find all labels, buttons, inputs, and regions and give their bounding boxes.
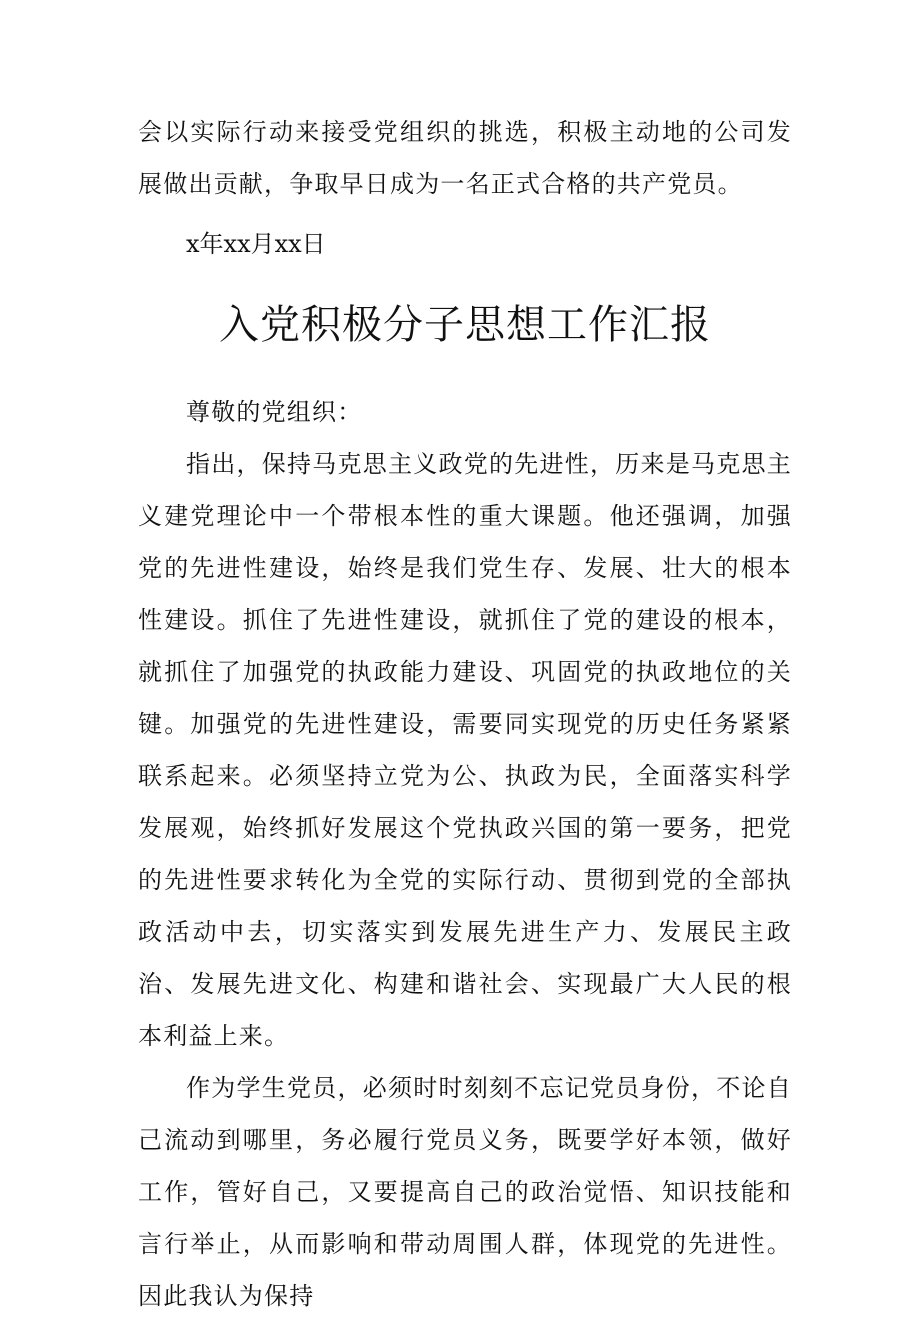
- salutation: 尊敬的党组织：: [186, 398, 363, 426]
- intro-paragraph: 会以实际行动来接受党组织的挑选，积极主动地的公司发展做出贡献，争取早日成为一名正式合格的共产党员。: [138, 118, 792, 198]
- document-body: [138, 106, 792, 1322]
- document-title: 入党积极分子思想工作汇报: [219, 302, 711, 348]
- body-paragraph-1: 指出，保持马克思主义政党的先进性，历来是马克思主义建党理论中一个带根本性的重大课题。他还强调，加强党的先进性建设，始终是我们党生存、发展、壮大的根本性建设。抓住了先进性建设，就抓住了党的建设的根本，就抓住了加强党的执政能力建设、巩固党的执政地位的关键。加强党的先进性建设，需要同实现党的历史任务紧紧联系起来。必须坚持立党为公、执政为民，全面落实科学发展观，始终抓好发展这个党执政兴国的第一要务，把党的先进性要求转化为全党的实际行动、贯彻到党的全部执政活动中去，切实落实到发展先进生产力、发展民主政治、发展先进文化、构建和谐社会、实现最广大人民的根本利益上来。: [138, 450, 792, 1050]
- report-date: x年xx月xx日: [186, 230, 326, 258]
- body-paragraph-2: 作为学生党员，必须时时刻刻不忘记党员身份，不论自己流动到哪里，务必履行党员义务，既要学好本领，做好工作，管好自己，又要提高自己的政治觉悟、知识技能和言行举止，从而影响和带动周围人群，体现党的先进性。因此我认为保持: [138, 1074, 792, 1310]
